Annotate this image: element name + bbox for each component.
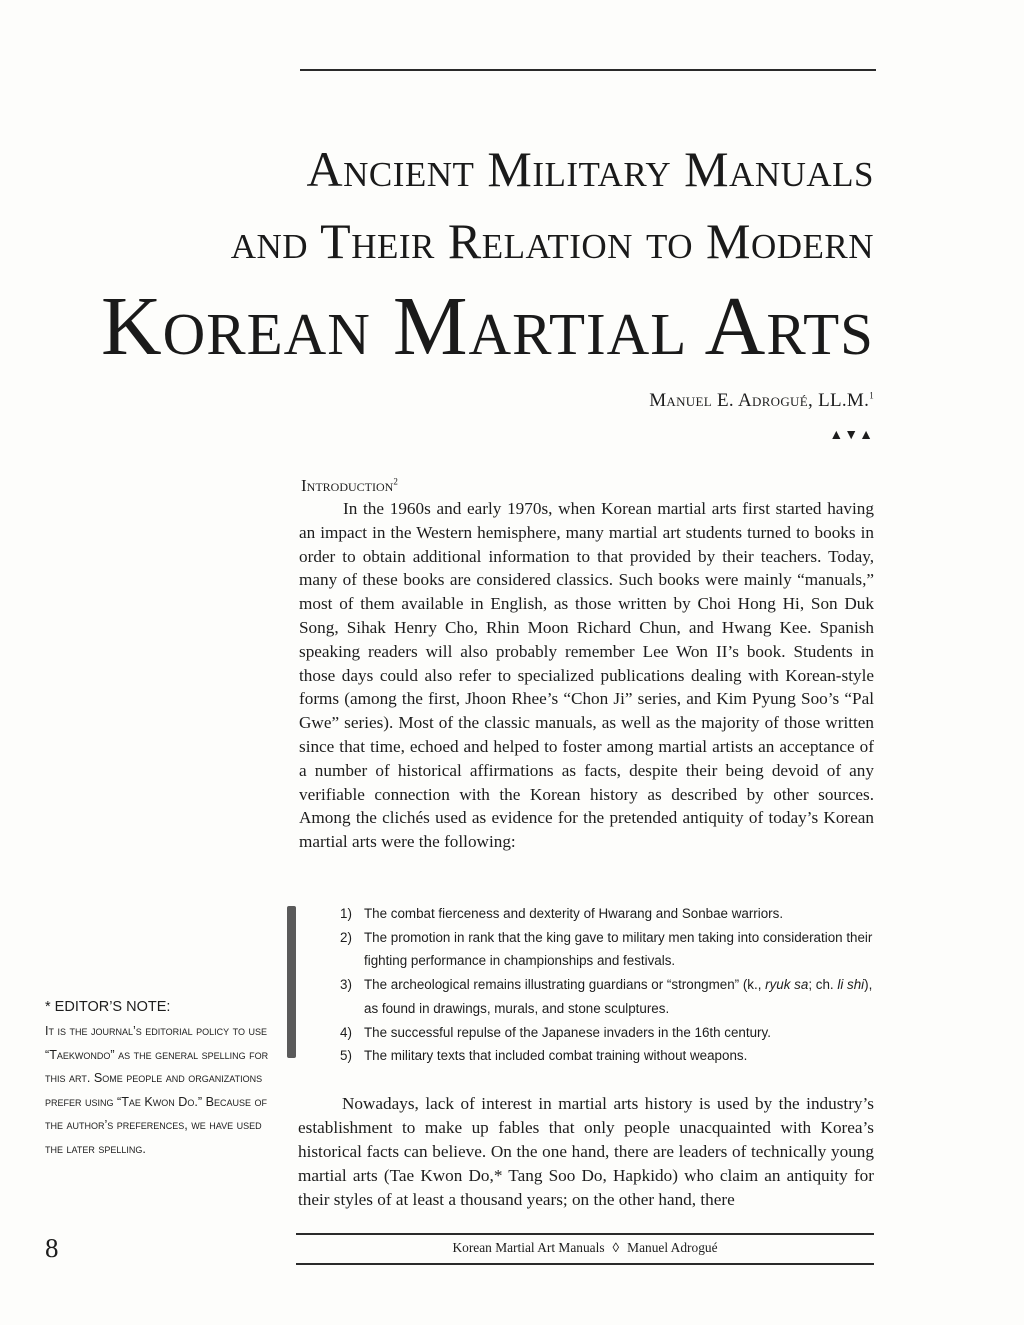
author-name: Manuel E. Adrogué, LL.M. xyxy=(649,390,870,411)
list-item-number: 3) xyxy=(340,977,352,993)
list-item-italic-term: ryuk sa xyxy=(765,977,809,993)
editors-note-heading: * EDITOR’S NOTE: xyxy=(45,999,171,1015)
footer-author: Manuel Adrogué xyxy=(627,1240,718,1255)
footer-title: Korean Martial Art Manuals xyxy=(452,1240,605,1255)
editors-note-body: It is the journal’s editorial policy to use “Taekwondo” as the general spelling for this art. Some people and organizations prefer using “Tae Kwon Do.” Because of the author’s preferences, we have used the later spelling. xyxy=(45,1024,269,1156)
footer-rule-top xyxy=(296,1233,874,1235)
section-heading-introduction xyxy=(301,476,398,496)
footer-separator: ◊ xyxy=(612,1240,620,1255)
introduction-paragraph: In the 1960s and early 1970s, when Korean martial arts first started having an impact in the Western hemisphere, many martial art students turned to books in order to obtain additional information to that provided by their teachers. Today, many of these books are considered classics. Such books were mainly “manuals,” most of them available in English, as those written by Choi Hong Hi, Son Duk Song, Sihak Henry Cho, Rhin Moon Richard Chun, and Hwang Kee. Spanish speaking readers will also probably remember Lee Won II’s book. Students in those days could also refer to specialized publications dealing with Korean-style forms (among the first, Jhoon Rhee’s “Chon Ji” series, and Kim Pyung Soo’s “Pal Gwe” series). Most of the classic manuals, as well as the majority of those written since that time, echoed and helped to foster among martial artists an acceptance of a number of historical affirmations as facts, despite their being devoid of any verifiable connection with the Korean history as described by other sources. Among the clichés used as evidence for the pretended antiquity of today’s Korean martial arts were the following: xyxy=(299,499,874,852)
pull-quote-bar xyxy=(287,906,296,1058)
list-item xyxy=(340,1021,880,1045)
running-footer xyxy=(296,1240,874,1256)
list-item-text: ; ch. xyxy=(808,977,838,993)
list-item xyxy=(340,973,880,1020)
page-number: 8 xyxy=(45,1233,59,1263)
list-item-text: The combat fierceness and dexterity of Hwarang and Sonbae warriors. xyxy=(364,906,784,921)
list-item xyxy=(340,902,880,926)
title-line-1: Ancient Military Manuals xyxy=(306,141,874,197)
title-line-3: Korean Martial Arts xyxy=(100,280,874,373)
section-ornament: ▲▼▲ xyxy=(829,428,874,443)
title-line-2: and Their Relation to Modern xyxy=(230,213,874,269)
editors-note xyxy=(45,997,270,1161)
list-item xyxy=(340,1044,880,1068)
body-paragraph: Nowadays, lack of interest in martial arts history is used by the industry’s establishment to make up fables that only people unacquainted with Korea’s historical facts can believe. On the one hand, there are leaders of technically young martial arts (Tae Kwon Do,* Tang Soo Do, Hapkido) who claim an antiquity for their styles of at least a thousand years; on the other hand, there xyxy=(298,1094,874,1209)
cliche-list xyxy=(340,902,880,1068)
list-item-italic-term: li shi xyxy=(837,977,865,993)
list-item-text: The military texts that included combat training without weapons. xyxy=(364,1048,748,1064)
introduction-footnote-mark: 2 xyxy=(393,476,398,487)
list-item-number: 1) xyxy=(340,906,352,921)
list-item-number: 4) xyxy=(340,1024,352,1040)
top-rule xyxy=(300,69,876,71)
list-item-text: ), as found in drawings, murals, and stone sculptures. xyxy=(364,977,873,1016)
author-byline xyxy=(649,390,874,412)
list-item-text: The successful repulse of the Japanese invaders in the 16th century. xyxy=(364,1024,771,1040)
author-footnote-mark: 1 xyxy=(869,390,874,401)
list-item-number: 5) xyxy=(340,1048,352,1064)
list-item-text: The archeological remains illustrating guardians or “strongmen” (k., xyxy=(364,977,766,993)
section-heading-text: Introduction xyxy=(301,476,394,495)
list-item-number: 2) xyxy=(340,929,352,945)
footer-rule-bottom xyxy=(296,1263,874,1265)
list-item-text: The promotion in rank that the king gave to military men taking into consideration their fighting performance in championships and festivals. xyxy=(364,929,873,969)
list-item xyxy=(340,926,880,973)
